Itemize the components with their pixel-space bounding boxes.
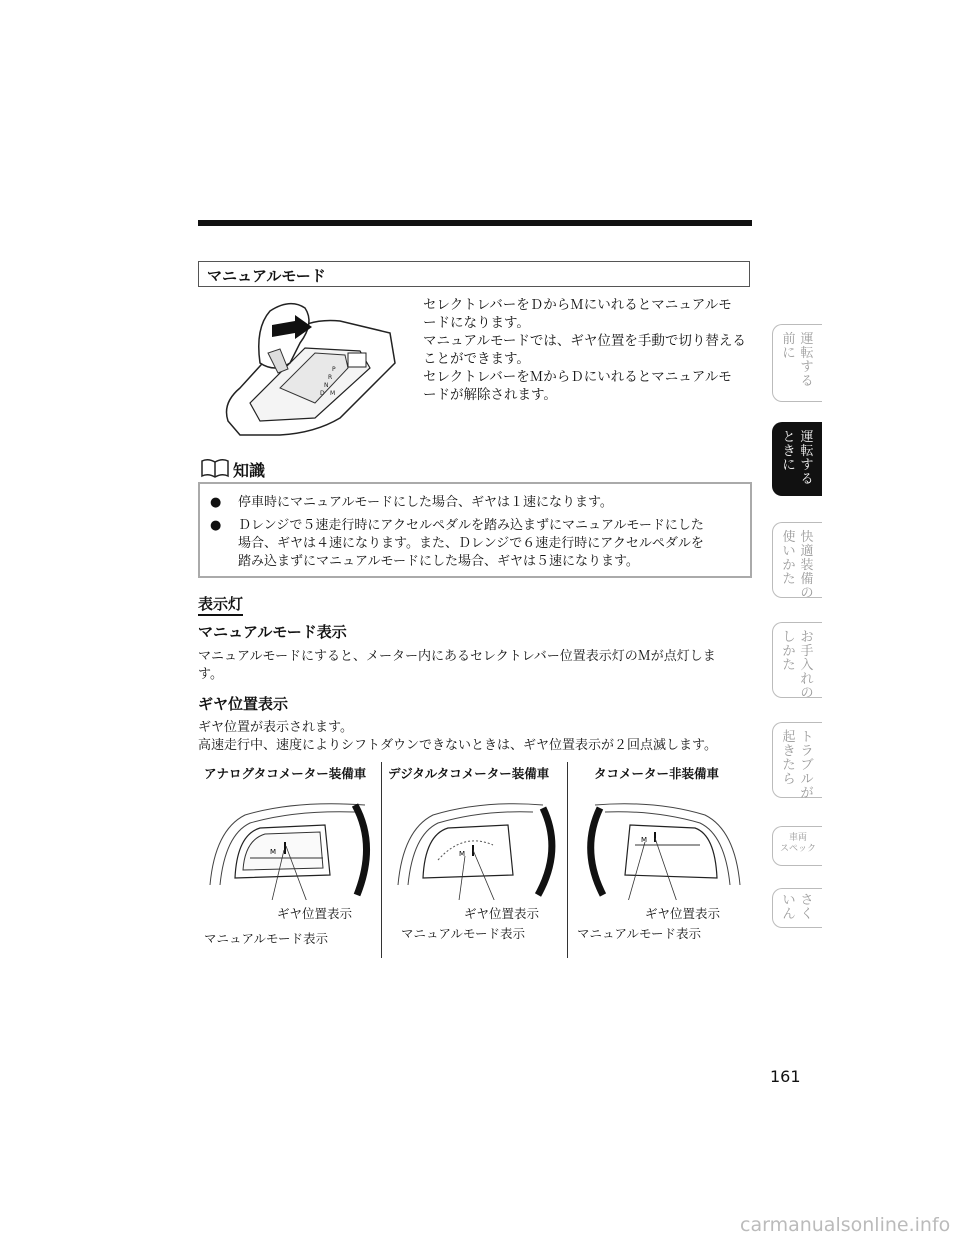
manual-label-digital: マニュアルモード表示 [401,926,526,941]
shifter-mark-m: M [330,390,336,397]
tab-text: 運 転 す る [800,430,814,487]
tab-text: 運 転 す る [800,332,814,389]
intro-text [423,296,753,404]
side-tab-troubleshooting[interactable] [772,722,822,801]
gear-label-digital: ギヤ位置表示 [464,906,540,921]
meter-caption-digital: デジタルタコメーター装備車 [388,766,550,781]
tab-text: し か た [782,630,796,673]
side-tab-vehicle-spec[interactable] [772,826,822,866]
side-tab-before-driving[interactable] [772,324,822,402]
book-icon [200,457,230,479]
tab-text: 使 い か た [782,530,796,587]
body-line: ギヤ位置が表示されます。 [198,720,353,735]
section-title: マニュアルモード [207,267,326,285]
tab-text: 起 き た ら [782,730,796,787]
gear-label-none: ギヤ位置表示 [645,906,721,921]
body-line: 高速走行中、速度によりシフトダウンできないときは、ギヤ位置表示が２回点滅します。 [198,738,717,753]
analog-meter-illustration [205,790,380,900]
intro-line: セレクトレバーをＭからＤにいれるとマニュアルモ [423,369,732,385]
shifter-mark-p: P [332,366,336,373]
intro-line: マニュアルモードでは、ギヤ位置を手動で切り替える [423,333,746,349]
meter-m-mark: M [270,848,277,856]
meter-m-mark: M [459,850,466,858]
knowledge-box [198,482,752,578]
meter-m-mark: M [641,836,648,844]
body-line: す。 [198,667,223,682]
tab-text: 車両 [788,833,807,843]
tab-text: スペック [779,844,816,854]
bullet-mark: ● [210,518,222,533]
bullet-text: 停車時にマニュアルモードにした場合、ギヤは１速になります。 [238,495,613,510]
knowledge-title: 知識 [233,461,266,480]
bullet-text: 踏み込まずにマニュアルモードにした場合、ギヤは５速になります。 [238,554,639,569]
manual-label-analog: マニュアルモード表示 [204,931,329,946]
side-tab-index[interactable] [772,888,822,928]
shift-lever-illustration [220,293,400,443]
manual-mode-body [198,648,754,684]
body-line: マニュアルモードにすると、メーター内にあるセレクトレバー位置表示灯のＭが点灯しま [198,649,716,664]
watermark: carmanualsonline.info [740,1214,951,1236]
tab-text: ト ラ ブ ル が [800,730,814,801]
shifter-mark-n: N [324,382,329,389]
bullet-text: Ｄレンジで５速走行時にアクセルペダルを踏み込まずにマニュアルモードにした [238,518,704,533]
digital-meter-illustration [393,790,565,900]
indicator-heading: 表示灯 [198,595,243,616]
manual-label-none: マニュアルモード表示 [577,926,702,941]
meter-caption-analog: アナログタコメーター装備車 [204,766,367,781]
intro-line: セレクトレバーをＤからＭにいれるとマニュアルモ [423,297,732,313]
tab-text: 前 に [782,332,796,361]
tab-text: 快 適 装 備 の [800,530,814,601]
shifter-mark-d: D [320,390,325,397]
gear-position-body [198,719,754,755]
intro-line: ことができます。 [423,351,530,367]
side-tab-comfort-features[interactable] [772,522,822,601]
side-tab-while-driving[interactable] [772,422,822,496]
gear-label-analog: ギヤ位置表示 [277,906,353,921]
column-divider [381,762,382,958]
intro-line: ードが解除されます。 [423,387,557,403]
tab-text: さ く [800,893,814,922]
intro-line: ードになります。 [423,315,530,331]
page-number: 161 [770,1067,801,1086]
tab-text: お 手 入 れ の [800,630,814,701]
shifter-mark-r: R [328,374,333,381]
meter-caption-none: タコメーター非装備車 [594,766,720,781]
top-rule [198,220,752,226]
section-header [198,261,750,287]
manual-mode-heading: マニュアルモード表示 [198,623,347,641]
tab-text: と き に [782,430,796,473]
no-tach-meter-illustration [575,790,747,900]
tab-text: い ん [782,893,796,922]
gear-position-heading: ギヤ位置表示 [198,695,289,713]
bullet-mark: ● [210,495,222,510]
bullet-text: 場合、ギヤは４速になります。また、Ｄレンジで６速走行時にアクセルペダルを [238,536,704,551]
column-divider [567,762,568,958]
side-tab-maintenance[interactable] [772,622,822,701]
